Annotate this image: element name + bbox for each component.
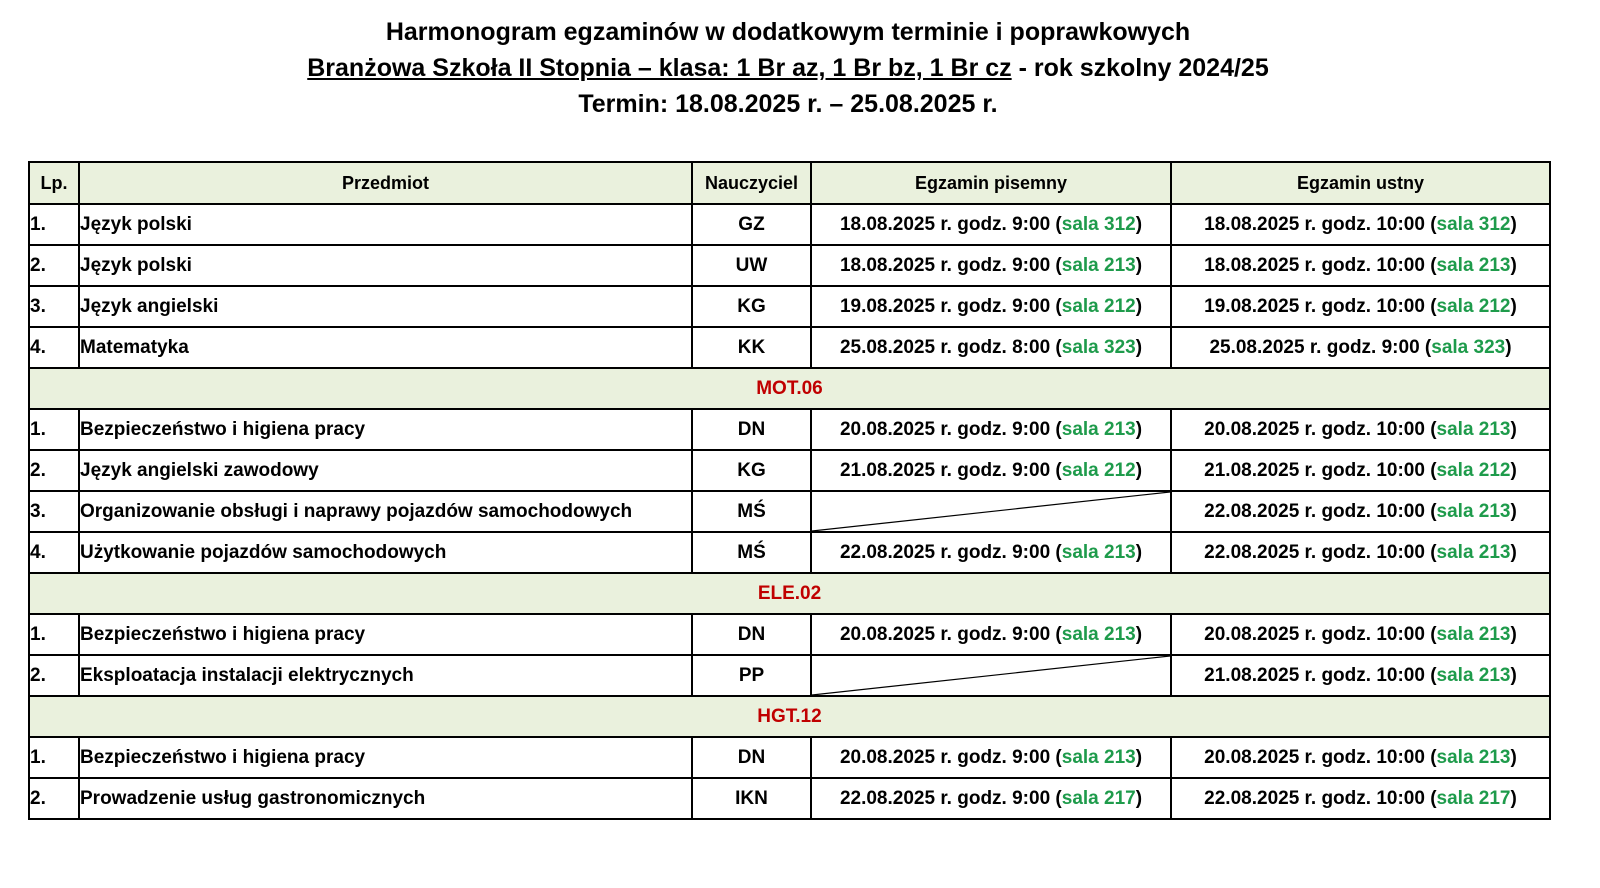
exam-date-time: 22.08.2025 r. godz. 10:00 ( <box>1204 541 1437 563</box>
exam-room-close: ) <box>1135 541 1143 563</box>
table-header-row <box>29 162 1550 204</box>
exam-date-time: 20.08.2025 r. godz. 10:00 ( <box>1204 623 1437 645</box>
exam-room-close: ) <box>1135 295 1143 317</box>
exam-date-time: 18.08.2025 r. godz. 10:00 ( <box>1204 254 1437 276</box>
section-row <box>29 368 1550 409</box>
exam-room-close: ) <box>1135 623 1143 645</box>
oral-exam-cell <box>1171 532 1550 573</box>
teacher-code: KG <box>692 286 811 327</box>
row-number: 4. <box>29 532 79 573</box>
exam-room-close: ) <box>1510 664 1517 686</box>
written-exam-cell <box>811 327 1171 368</box>
teacher-code: IKN <box>692 778 811 819</box>
exam-room-close: ) <box>1510 295 1517 317</box>
subject-name: Matematyka <box>79 327 692 368</box>
oral-exam-cell <box>1171 286 1550 327</box>
exam-room: sala 213 <box>1061 418 1136 440</box>
oral-exam-cell <box>1171 655 1550 696</box>
exam-date-time: 18.08.2025 r. godz. 10:00 ( <box>1204 213 1437 235</box>
exam-room-close: ) <box>1510 787 1517 809</box>
subject-name: Użytkowanie pojazdów samochodowych <box>79 532 692 573</box>
table-row <box>29 204 1550 245</box>
exam-room: sala 212 <box>1061 295 1136 317</box>
exam-date-time: 20.08.2025 r. godz. 10:00 ( <box>1204 418 1437 440</box>
table-row <box>29 737 1550 778</box>
exam-room: sala 212 <box>1061 459 1136 481</box>
exam-date-time: 21.08.2025 r. godz. 10:00 ( <box>1204 664 1437 686</box>
subject-name: Język angielski <box>79 286 692 327</box>
oral-exam-cell <box>1171 614 1550 655</box>
table-row <box>29 491 1550 532</box>
teacher-code: KK <box>692 327 811 368</box>
exam-date-time: 25.08.2025 r. godz. 8:00 ( <box>839 336 1062 358</box>
exam-date-time: 25.08.2025 r. godz. 9:00 ( <box>1209 336 1432 358</box>
exam-room-close: ) <box>1510 418 1517 440</box>
written-exam-cell <box>811 614 1171 655</box>
exam-room-close: ) <box>1510 500 1517 522</box>
written-exam-cell <box>811 778 1171 819</box>
teacher-code: DN <box>692 409 811 450</box>
section-title: ELE.02 <box>29 573 1550 614</box>
exam-room: sala 213 <box>1061 746 1136 768</box>
row-number: 2. <box>29 778 79 819</box>
row-number: 4. <box>29 327 79 368</box>
table-row <box>29 245 1550 286</box>
row-number: 2. <box>29 655 79 696</box>
subject-name: Bezpieczeństwo i higiena pracy <box>79 737 692 778</box>
exam-date-time: 18.08.2025 r. godz. 9:00 ( <box>839 213 1062 235</box>
written-exam-cell <box>811 286 1171 327</box>
row-number: 3. <box>29 286 79 327</box>
subtitle-line <box>0 50 1576 86</box>
oral-exam-cell <box>1171 491 1550 532</box>
exam-date-time: 22.08.2025 r. godz. 10:00 ( <box>1204 787 1437 809</box>
exam-room: sala 213 <box>1436 664 1511 686</box>
exam-room-close: ) <box>1135 787 1143 809</box>
exam-room: sala 312 <box>1436 213 1511 235</box>
oral-exam-cell <box>1171 204 1550 245</box>
written-exam-cell <box>811 450 1171 491</box>
column-header-written: Egzamin pisemny <box>811 162 1171 204</box>
exam-room-close: ) <box>1510 623 1517 645</box>
exam-date-time: 20.08.2025 r. godz. 10:00 ( <box>1204 746 1437 768</box>
oral-exam-cell <box>1171 778 1550 819</box>
exam-room: sala 217 <box>1061 787 1136 809</box>
row-number: 1. <box>29 409 79 450</box>
subject-name: Język polski <box>79 245 692 286</box>
exam-room-close: ) <box>1510 746 1517 768</box>
teacher-code: DN <box>692 737 811 778</box>
table-row <box>29 655 1550 696</box>
oral-exam-cell <box>1171 737 1550 778</box>
subject-name: Bezpieczeństwo i higiena pracy <box>79 409 692 450</box>
section-row <box>29 573 1550 614</box>
exam-room: sala 213 <box>1436 418 1511 440</box>
table-row <box>29 614 1550 655</box>
exam-room-close: ) <box>1135 418 1143 440</box>
document-header <box>0 14 1576 122</box>
table-row <box>29 327 1550 368</box>
table-body <box>29 204 1550 819</box>
subject-name: Język polski <box>79 204 692 245</box>
written-exam-cell <box>811 532 1171 573</box>
column-header-subject: Przedmiot <box>79 162 692 204</box>
exam-room-close: ) <box>1135 336 1143 358</box>
written-exam-cell <box>811 245 1171 286</box>
exam-room: sala 213 <box>1436 500 1511 522</box>
subject-name: Prowadzenie usług gastronomicznych <box>79 778 692 819</box>
subject-name: Język angielski zawodowy <box>79 450 692 491</box>
exam-date-time: 19.08.2025 r. godz. 10:00 ( <box>1204 295 1437 317</box>
exam-room-close: ) <box>1505 336 1512 358</box>
teacher-code: MŚ <box>692 532 811 573</box>
exam-room-close: ) <box>1510 541 1517 563</box>
exam-date-time: 18.08.2025 r. godz. 9:00 ( <box>839 254 1062 276</box>
subject-name: Organizowanie obsługi i naprawy pojazdów samochodowych <box>79 491 692 532</box>
written-exam-cell <box>811 737 1171 778</box>
exam-room: sala 212 <box>1436 459 1511 481</box>
exam-room-close: ) <box>1510 254 1517 276</box>
teacher-code: UW <box>692 245 811 286</box>
exam-date-time: 21.08.2025 r. godz. 10:00 ( <box>1204 459 1437 481</box>
table-row <box>29 778 1550 819</box>
diagonal-strike <box>812 656 1170 695</box>
school-year-label: - rok szkolny 2024/25 <box>1011 54 1269 82</box>
exam-date-time: 20.08.2025 r. godz. 9:00 ( <box>839 418 1062 440</box>
column-header-lp: Lp. <box>29 162 79 204</box>
row-number: 1. <box>29 614 79 655</box>
row-number: 1. <box>29 737 79 778</box>
subject-name: Eksploatacja instalacji elektrycznych <box>79 655 692 696</box>
section-row <box>29 696 1550 737</box>
oral-exam-cell <box>1171 409 1550 450</box>
teacher-code: DN <box>692 614 811 655</box>
exam-room: sala 213 <box>1061 623 1136 645</box>
row-number: 3. <box>29 491 79 532</box>
table-row <box>29 450 1550 491</box>
written-exam-cell-empty <box>811 491 1171 532</box>
exam-date-time: 22.08.2025 r. godz. 9:00 ( <box>839 787 1062 809</box>
exam-date-time: 21.08.2025 r. godz. 9:00 ( <box>839 459 1062 481</box>
teacher-code: PP <box>692 655 811 696</box>
exam-room: sala 312 <box>1061 213 1136 235</box>
written-exam-cell-empty <box>811 655 1171 696</box>
exam-date-time: 22.08.2025 r. godz. 10:00 ( <box>1204 500 1437 522</box>
written-exam-cell <box>811 409 1171 450</box>
title-line: Harmonogram egzaminów w dodatkowym terminie i poprawkowych <box>385 18 1191 46</box>
oral-exam-cell <box>1171 245 1550 286</box>
oral-exam-cell <box>1171 327 1550 368</box>
teacher-code: KG <box>692 450 811 491</box>
exam-room-close: ) <box>1510 213 1517 235</box>
teacher-code: GZ <box>692 204 811 245</box>
exam-date-time: 19.08.2025 r. godz. 9:00 ( <box>839 295 1062 317</box>
table-row <box>29 532 1550 573</box>
diagonal-strike <box>812 492 1170 531</box>
exam-room-close: ) <box>1135 459 1143 481</box>
exam-room: sala 213 <box>1436 254 1511 276</box>
subject-name: Bezpieczeństwo i higiena pracy <box>79 614 692 655</box>
column-header-oral: Egzamin ustny <box>1171 162 1550 204</box>
exam-room-close: ) <box>1135 746 1143 768</box>
exam-date-time: 20.08.2025 r. godz. 9:00 ( <box>839 746 1062 768</box>
row-number: 2. <box>29 245 79 286</box>
exam-room: sala 323 <box>1061 336 1136 358</box>
exam-schedule-table <box>28 161 1551 820</box>
row-number: 2. <box>29 450 79 491</box>
exam-room: sala 323 <box>1431 336 1506 358</box>
exam-date-time: 22.08.2025 r. godz. 9:00 ( <box>839 541 1062 563</box>
exam-room-close: ) <box>1135 213 1143 235</box>
exam-room: sala 213 <box>1061 541 1136 563</box>
exam-room-close: ) <box>1135 254 1143 276</box>
exam-room: sala 213 <box>1436 623 1511 645</box>
column-header-teacher: Nauczyciel <box>692 162 811 204</box>
exam-room: sala 213 <box>1061 254 1136 276</box>
section-title: HGT.12 <box>29 696 1550 737</box>
teacher-code: MŚ <box>692 491 811 532</box>
exam-date-time: 20.08.2025 r. godz. 9:00 ( <box>839 623 1062 645</box>
oral-exam-cell <box>1171 450 1550 491</box>
table-row <box>29 286 1550 327</box>
school-class-label: Branżowa Szkoła II Stopnia – klasa: 1 Br az, 1 Br bz, 1 Br cz <box>307 54 1012 82</box>
exam-room: sala 213 <box>1436 746 1511 768</box>
exam-room: sala 217 <box>1436 787 1511 809</box>
table-row <box>29 409 1550 450</box>
exam-room-close: ) <box>1510 459 1517 481</box>
exam-room: sala 212 <box>1436 295 1511 317</box>
exam-room: sala 213 <box>1436 541 1511 563</box>
section-title: MOT.06 <box>29 368 1550 409</box>
written-exam-cell <box>811 204 1171 245</box>
row-number: 1. <box>29 204 79 245</box>
term-line: Termin: 18.08.2025 r. – 25.08.2025 r. <box>578 90 998 118</box>
